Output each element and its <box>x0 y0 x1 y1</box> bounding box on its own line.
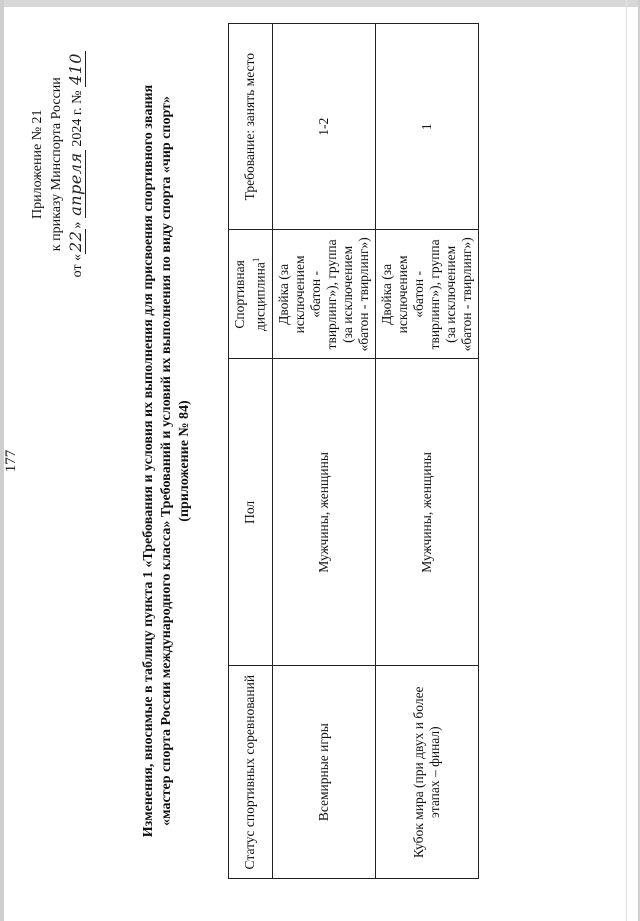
appendix-order-ref: к приказу Минспорта России <box>49 77 64 252</box>
appendix-date-line <box>66 51 87 277</box>
header-status: Статус спортивных соревнований <box>229 666 273 879</box>
cell-sex: Мужчины, женщины <box>375 359 478 666</box>
page-number: 177 <box>3 449 19 473</box>
header-discipline-label: Спортивная дисциплина <box>232 260 268 332</box>
document-sheet <box>0 11 640 911</box>
scan-edge-top <box>0 0 640 7</box>
cell-discipline: Двойка (за исключением «батон - твирлинг»), группа (за исключением «батон - твирлинг») <box>272 230 375 359</box>
header-discipline-footnote: 1 <box>251 257 261 263</box>
order-number-handwritten: 410 <box>66 53 85 86</box>
heading-line-3: (приложение № 84) <box>177 400 192 522</box>
header-requirement: Требование: занять место <box>229 24 273 230</box>
date-month-handwritten: апреля <box>66 150 86 218</box>
document-heading <box>140 31 194 891</box>
cell-discipline: Двойка (за исключением «батон - твирлинг»), группа (за исключением «батон - твирлинг») <box>375 230 478 359</box>
cell-requirement: 1 <box>375 24 478 230</box>
date-day-handwritten: 22 <box>66 230 85 252</box>
heading-line-1: Изменения, вносимые в таблицу пункта 1 «Требования и условия их выполнения для присвоения спортивного звания <box>141 84 156 838</box>
cell-status: Всемирные игры <box>272 666 375 879</box>
appendix-title: Приложение № 21 <box>30 109 45 219</box>
header-sex: Пол <box>229 359 273 666</box>
date-prefix: от « <box>70 253 85 278</box>
table-header-row <box>229 24 273 879</box>
header-discipline <box>229 230 273 359</box>
cell-requirement: 1-2 <box>272 24 375 230</box>
table-row <box>375 24 478 879</box>
requirements-table <box>228 23 479 879</box>
date-year: 2024 г. № <box>70 90 85 147</box>
cell-sex: Мужчины, женщины <box>272 359 375 666</box>
heading-line-2: «мастер спорта России международного класса» Требований и условий их выполнения по виду спорта «чир спорт» <box>159 96 174 826</box>
date-mid: » <box>70 221 85 229</box>
table-row <box>272 24 375 879</box>
cell-status: Кубок мира (при двух и более этапах – финал) <box>375 666 478 879</box>
appendix-block <box>28 51 87 277</box>
